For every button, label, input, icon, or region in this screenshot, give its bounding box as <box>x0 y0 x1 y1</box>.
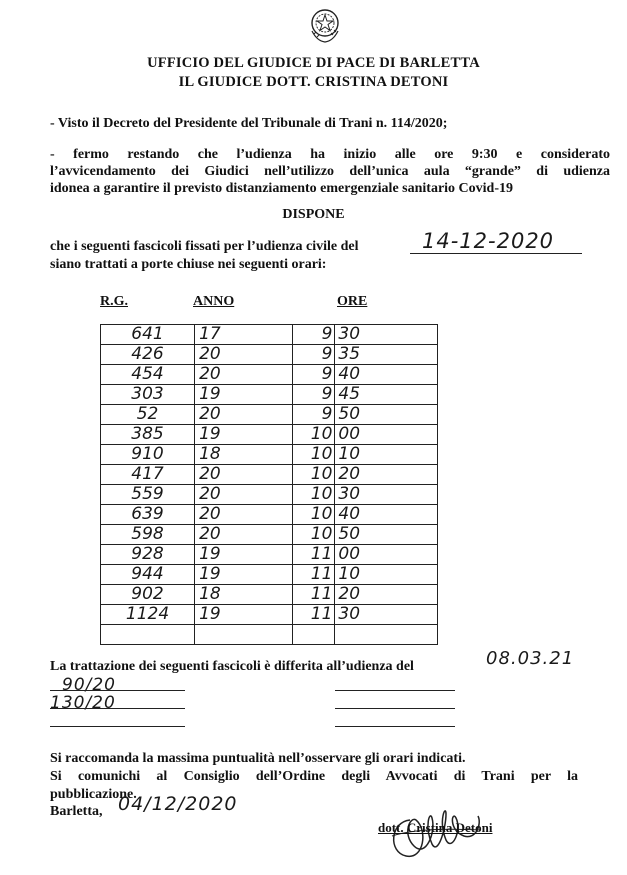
fermo-line-1: - fermo restando che l’udienza ha inizio alle ore 9:30 e considerato <box>50 147 610 162</box>
republic-emblem-icon <box>307 4 343 44</box>
column-header-ore: ORE <box>337 294 368 309</box>
table-row <box>101 465 438 485</box>
minute-cell: 35 <box>335 345 438 365</box>
deferred-case-2: 130/20 <box>50 693 116 713</box>
table-row <box>101 525 438 545</box>
anno-cell: 19 <box>195 425 293 445</box>
table-row <box>101 585 438 605</box>
hour-cell: 9 <box>292 385 335 405</box>
deferral-text: La trattazione dei seguenti fascicoli è differita all’udienza del <box>50 659 414 674</box>
table-row <box>101 365 438 385</box>
deferral-date-handwritten: 08.03.21 <box>486 648 575 669</box>
hour-cell: 11 <box>292 545 335 565</box>
signatory-name: dott. Cristina Detoni <box>378 820 493 835</box>
deferral-line <box>50 726 185 727</box>
anno-cell: 20 <box>195 345 293 365</box>
minute-cell: 20 <box>335 465 438 485</box>
rg-cell: 910 <box>101 445 195 465</box>
rg-cell: 303 <box>101 385 195 405</box>
minute-cell: 50 <box>335 525 438 545</box>
hour-cell: 11 <box>292 605 335 625</box>
table-row <box>101 505 438 525</box>
hour-cell: 9 <box>292 325 335 345</box>
minute-cell: 50 <box>335 405 438 425</box>
communication-line-1: Si comunichi al Consiglio dell’Ordine degli Avvocati di Trani per la <box>50 769 578 784</box>
minute-cell: 30 <box>335 605 438 625</box>
minute-cell: 00 <box>335 425 438 445</box>
table-row <box>101 445 438 465</box>
anno-cell: 20 <box>195 405 293 425</box>
anno-cell: 20 <box>195 525 293 545</box>
punctuality-note: Si raccomanda la massima puntualità nell’osservare gli orari indicati. <box>50 751 466 766</box>
hour-cell: 10 <box>292 505 335 525</box>
hour-cell: 9 <box>292 365 335 385</box>
hearing-schedule-table <box>100 324 438 645</box>
hour-cell: 9 <box>292 345 335 365</box>
hour-cell: 11 <box>292 565 335 585</box>
minute-cell <box>335 625 438 645</box>
anno-cell: 19 <box>195 385 293 405</box>
dispone-heading: DISPONE <box>282 207 345 222</box>
anno-cell <box>195 625 293 645</box>
rg-cell: 426 <box>101 345 195 365</box>
deferral-line <box>335 690 455 691</box>
rg-cell: 928 <box>101 545 195 565</box>
table-row <box>101 605 438 625</box>
hour-cell: 11 <box>292 585 335 605</box>
rg-cell: 598 <box>101 525 195 545</box>
anno-cell: 20 <box>195 465 293 485</box>
column-header-anno: ANNO <box>193 294 235 309</box>
table-row <box>101 345 438 365</box>
anno-cell: 17 <box>195 325 293 345</box>
office-title: UFFICIO DEL GIUDICE DI PACE DI BARLETTA <box>147 55 480 71</box>
deferral-line <box>50 690 185 691</box>
minute-cell: 00 <box>335 545 438 565</box>
rg-cell: 639 <box>101 505 195 525</box>
signature-date-handwritten: 04/12/2020 <box>118 793 238 815</box>
hearing-times-text: siano trattati a porte chiuse nei seguenti orari: <box>50 257 327 272</box>
minute-cell: 30 <box>335 485 438 505</box>
minute-cell: 30 <box>335 325 438 345</box>
table-row <box>101 325 438 345</box>
anno-cell: 19 <box>195 545 293 565</box>
minute-cell: 40 <box>335 505 438 525</box>
hour-cell: 10 <box>292 425 335 445</box>
visto-paragraph: - Visto il Decreto del Presidente del Tribunale di Trani n. 114/2020; <box>50 116 448 131</box>
anno-cell: 18 <box>195 585 293 605</box>
table-row <box>101 425 438 445</box>
anno-cell: 20 <box>195 505 293 525</box>
anno-cell: 18 <box>195 445 293 465</box>
anno-cell: 20 <box>195 365 293 385</box>
deferred-case-1: 90/20 <box>62 675 116 695</box>
table-row <box>101 405 438 425</box>
deferral-line <box>50 708 185 709</box>
hour-cell: 10 <box>292 525 335 545</box>
rg-cell: 641 <box>101 325 195 345</box>
deferral-line <box>335 726 455 727</box>
communication-line-2: pubblicazione. <box>50 787 137 802</box>
anno-cell: 19 <box>195 605 293 625</box>
rg-cell: 385 <box>101 425 195 445</box>
column-header-rg: R.G. <box>100 294 128 309</box>
rg-cell: 417 <box>101 465 195 485</box>
minute-cell: 45 <box>335 385 438 405</box>
fermo-line-2: l’avvicendamento dei Giudici nell’utilizzo dell’unica aula “grande” di udienza <box>50 164 610 179</box>
place-label: Barletta, <box>50 804 103 819</box>
hearing-date-handwritten: 14-12-2020 <box>410 229 582 254</box>
table-row <box>101 385 438 405</box>
rg-cell: 559 <box>101 485 195 505</box>
hour-cell: 9 <box>292 405 335 425</box>
hour-cell: 10 <box>292 465 335 485</box>
minute-cell: 10 <box>335 445 438 465</box>
rg-cell <box>101 625 195 645</box>
minute-cell: 10 <box>335 565 438 585</box>
table-row <box>101 565 438 585</box>
minute-cell: 40 <box>335 365 438 385</box>
rg-cell: 1124 <box>101 605 195 625</box>
anno-cell: 20 <box>195 485 293 505</box>
hour-cell <box>292 625 335 645</box>
judge-title: IL GIUDICE DOTT. CRISTINA DETONI <box>178 74 449 90</box>
anno-cell: 19 <box>195 565 293 585</box>
table-row <box>101 545 438 565</box>
rg-cell: 902 <box>101 585 195 605</box>
rg-cell: 944 <box>101 565 195 585</box>
fermo-line-3: idonea a garantire il previsto distanziamento emergenziale sanitario Covid-19 <box>50 181 513 196</box>
hearing-intro-text: che i seguenti fascicoli fissati per l’udienza civile del <box>50 239 359 254</box>
deferral-line <box>335 708 455 709</box>
hour-cell: 10 <box>292 485 335 505</box>
rg-cell: 52 <box>101 405 195 425</box>
minute-cell: 20 <box>335 585 438 605</box>
rg-cell: 454 <box>101 365 195 385</box>
table-row <box>101 625 438 645</box>
hour-cell: 10 <box>292 445 335 465</box>
table-row <box>101 485 438 505</box>
